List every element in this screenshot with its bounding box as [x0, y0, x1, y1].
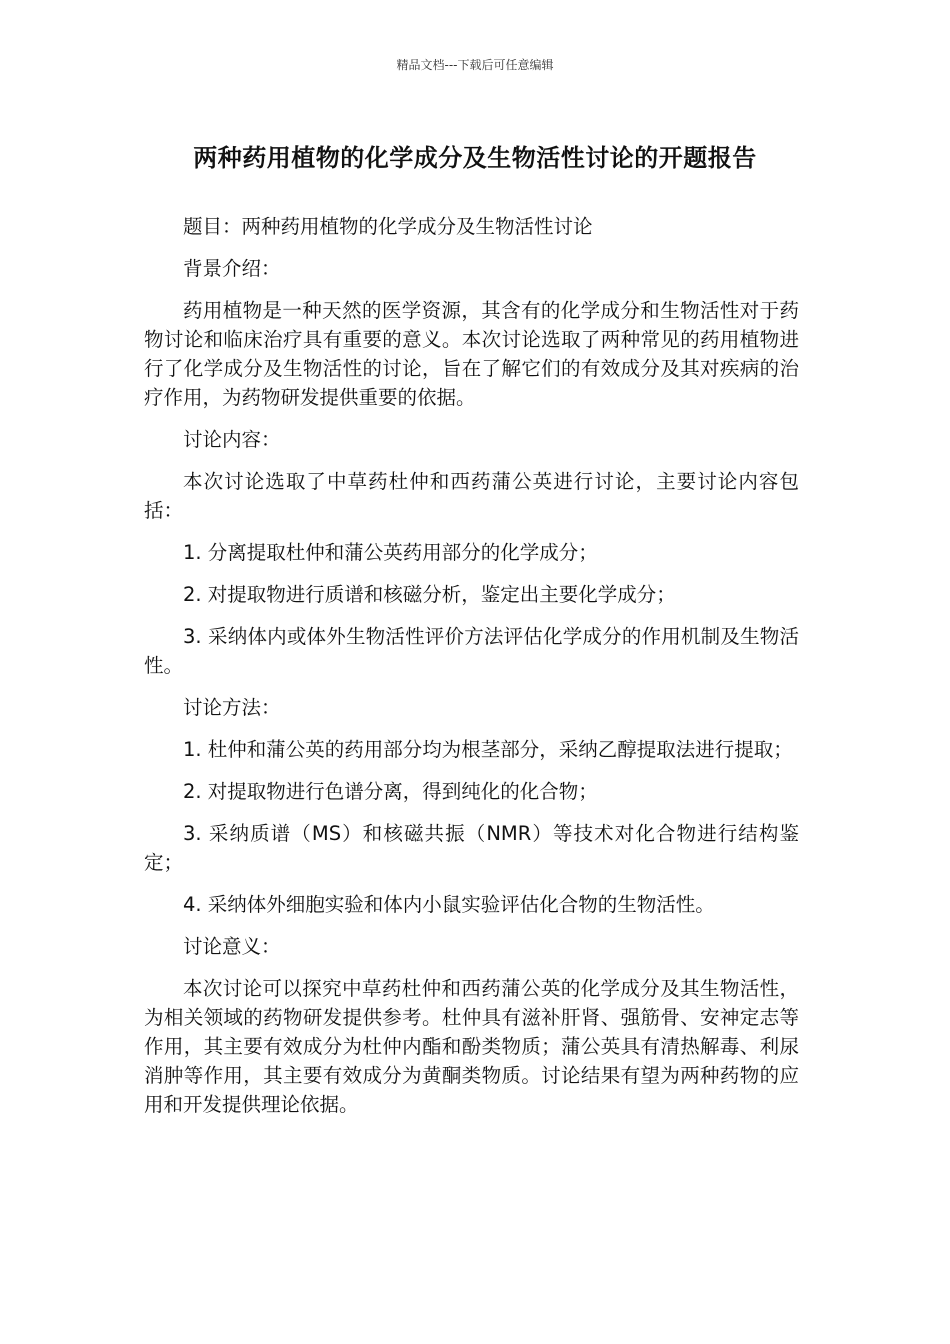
document-body — [144, 212, 799, 1132]
section-heading-content: 讨论内容： — [183, 428, 281, 451]
content-intro-paragraph: 本次讨论选取了中草药杜仲和西药蒲公英进行讨论，主要讨论内容包括： — [144, 470, 799, 522]
section-heading-background: 背景介绍： — [183, 257, 281, 280]
methods-list-item: 4. 采纳体外细胞实验和体内小鼠实验评估化合物的生物活性。 — [183, 893, 715, 916]
content-list-item: 1. 分离提取杜仲和蒲公英药用部分的化学成分； — [183, 541, 598, 564]
section-heading-methods: 讨论方法： — [183, 696, 281, 719]
content-list-item: 2. 对提取物进行质谱和核磁分析，鉴定出主要化学成分； — [183, 583, 676, 606]
significance-paragraph: 本次讨论可以探究中草药杜仲和西药蒲公英的化学成分及其生物活性，为相关领域的药物研发提供参考。杜仲具有滋补肝肾、强筋骨、安神定志等作用，其主要有效成分为杜仲内酯和酚类物质；蒲公英具有清热解毒、利尿消肿等作用，其主要有效成分为黄酮类物质。讨论结果有望为两种药物的应用和开发提供理论依据。 — [144, 977, 799, 1116]
methods-list-item: 1. 杜仲和蒲公英的药用部分均为根茎部分，采纳乙醇提取法进行提取； — [183, 738, 793, 761]
background-paragraph: 药用植物是一种天然的医学资源，其含有的化学成分和生物活性对于药物讨论和临床治疗具有重要的意义。本次讨论选取了两种常见的药用植物进行了化学成分及生物活性的讨论，旨在了解它们的有效成分及其对疾病的治疗作用，为药物研发提供重要的依据。 — [144, 299, 799, 409]
topic-line: 题目：两种药用植物的化学成分及生物活性讨论 — [183, 215, 593, 238]
methods-list-item: 3. 采纳质谱（MS）和核磁共振（NMR）等技术对化合物进行结构鉴定； — [144, 822, 799, 874]
content-list-item: 3. 采纳体内或体外生物活性评价方法评估化学成分的作用机制及生物活性。 — [144, 625, 799, 677]
document-title: 两种药用植物的化学成分及生物活性讨论的开题报告 — [193, 144, 757, 172]
page-header: 精品文档---下载后可任意编辑 — [396, 58, 554, 72]
section-heading-significance: 讨论意义： — [183, 935, 281, 958]
methods-list-item: 2. 对提取物进行色谱分离，得到纯化的化合物； — [183, 780, 598, 803]
